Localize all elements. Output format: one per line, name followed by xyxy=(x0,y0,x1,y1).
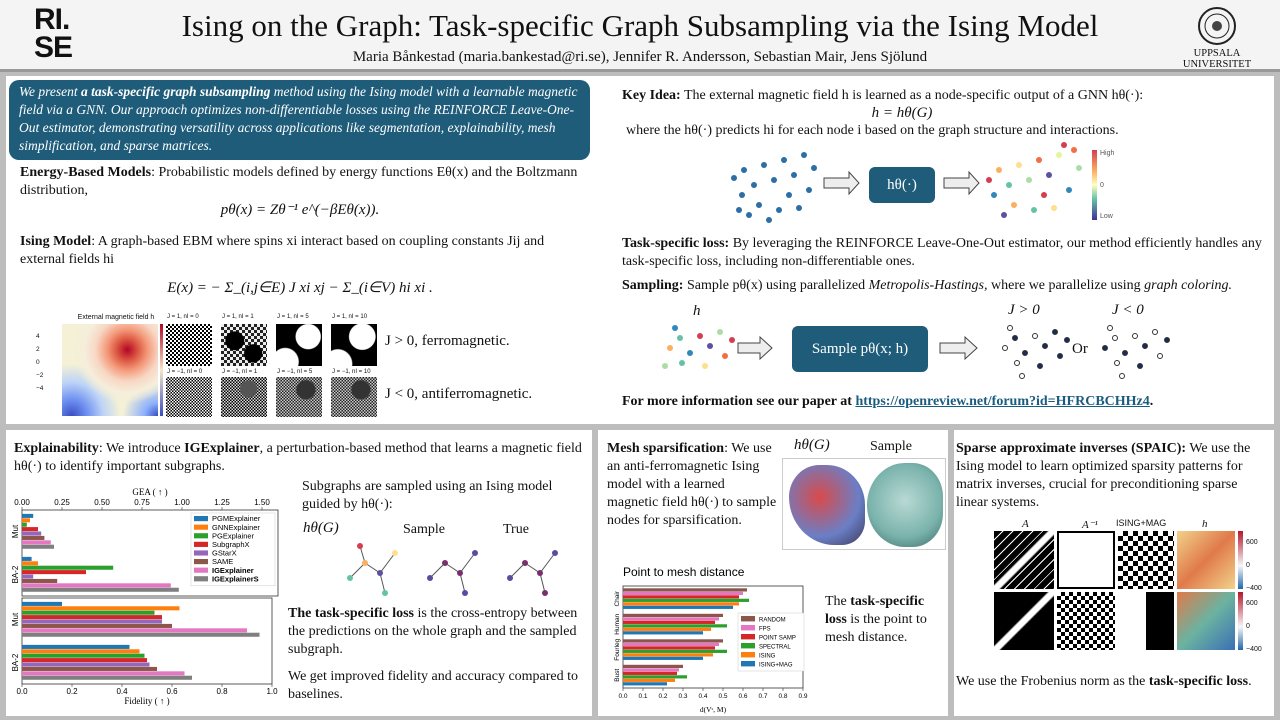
bar xyxy=(623,599,749,602)
mesh-label-h: hθ(G) xyxy=(794,437,830,453)
x-tick-label: 1.0 xyxy=(266,687,278,696)
more-info: For more information see our paper at https://openreview.net/forum?id=HFRCBCHHz4. xyxy=(622,394,1154,409)
spin-antiferro-1 xyxy=(221,377,267,417)
legend-swatch xyxy=(741,625,755,630)
x-tick-label: 0.2 xyxy=(66,687,78,696)
category-label: BA-2 xyxy=(11,653,20,672)
wolf-sample-render xyxy=(867,463,943,547)
x-tick-label: 0.50 xyxy=(94,498,110,507)
spin-antiferro-5 xyxy=(276,377,322,417)
gea-chart xyxy=(8,474,280,598)
ising-field-figure: External magnetic field h 4 2 0 −2 −4 J = 1, nI = 0 J = 1, nI = 1 J = 1, nI = 5 J = 1, nI = 10 J = −1, nI = 0 J = −1, nI = 1 J = −1, nI = 5 J = −1, nI = 10 xyxy=(34,314,384,420)
bar xyxy=(623,682,667,685)
spin-ferro-0 xyxy=(166,324,212,366)
field-colorbar xyxy=(160,324,163,416)
bar xyxy=(22,654,145,658)
matrix-a-1 xyxy=(994,531,1054,589)
explain-col-h: hθ(G) xyxy=(303,520,339,536)
jneg-graph xyxy=(1103,326,1170,379)
spaic-colorbar-1 xyxy=(1238,531,1243,589)
bar xyxy=(22,536,44,540)
arrow-4-icon xyxy=(940,337,977,359)
uppsala-seal-icon xyxy=(1197,6,1237,46)
bar xyxy=(22,649,140,653)
arrow-3-icon xyxy=(738,337,772,359)
x-tick-label: 0.8 xyxy=(216,687,228,696)
x-tick-label: 1.50 xyxy=(254,498,270,507)
x-tick-label: 0.8 xyxy=(778,693,788,700)
bar xyxy=(22,667,157,671)
bar xyxy=(22,583,171,587)
x-tick-label: 0.6 xyxy=(166,687,178,696)
bar xyxy=(22,523,27,527)
bar xyxy=(22,518,30,522)
mesh-loss-text: The task-specific loss is the point to mesh distance. xyxy=(825,594,927,645)
legend-label: PGExplainer xyxy=(212,531,255,541)
x-tick-label: 0.0 xyxy=(16,687,28,696)
key-idea-text: Key Idea: The external magnetic field h is learned as a node-specific output of a GNN hθ(·): xyxy=(622,88,1144,103)
legend-label: RANDOM xyxy=(759,617,786,624)
bar xyxy=(623,646,715,649)
x-tick-label: 0.6 xyxy=(738,693,748,700)
j-negative-label: J < 0 xyxy=(1112,302,1144,318)
category-label: Human xyxy=(614,613,621,635)
legend-swatch xyxy=(194,516,208,521)
poster-title: Ising on the Graph: Task-specific Graph Subsampling via the Ising Model xyxy=(181,8,1099,43)
x-tick-label: 1.00 xyxy=(174,498,190,507)
spin-ferro-10 xyxy=(331,324,377,366)
bar xyxy=(623,606,733,609)
matrix-ainv-2 xyxy=(1057,592,1115,650)
spectral-colorbar xyxy=(1092,150,1097,220)
explain-col-sample: Sample xyxy=(403,522,445,537)
explain-col-true: True xyxy=(503,522,529,537)
matrix-ainv-1 xyxy=(1057,531,1115,589)
antiferro-label: J < 0, antiferromagnetic. xyxy=(385,386,533,402)
wolf-mesh-images xyxy=(782,458,946,550)
bar xyxy=(22,620,162,624)
spin-antiferro-0 xyxy=(166,377,212,417)
legend-swatch xyxy=(194,550,208,555)
x-tick-label: 0.2 xyxy=(658,693,668,700)
legend-swatch xyxy=(194,525,208,530)
legend-label: GNNExplainer xyxy=(212,522,260,532)
x-tick-label: 1.25 xyxy=(214,498,230,507)
legend-label: POINT SAMP xyxy=(759,635,796,642)
spin-antiferro-10 xyxy=(331,377,377,417)
x-tick-label: 0.9 xyxy=(798,693,808,700)
x-tick-label: 0.5 xyxy=(718,693,728,700)
legend-swatch xyxy=(194,568,208,573)
legend-label: SubgraphX xyxy=(212,539,250,549)
bar xyxy=(22,628,247,632)
bar xyxy=(623,588,747,591)
spaic-text: Sparse approximate inverses (SPAIC): We use the Ising model to learn optimized sparsity patterns for matrix inverses, crucial for preconditioning sparse linear systems. xyxy=(956,441,1251,510)
bar xyxy=(22,624,172,628)
legend-label: SAME xyxy=(212,557,234,567)
intro-box: We present a task-specific graph subsampling method using the Ising model with a learnable magnetic field via a GNN. Our approach optimizes non-differentiable losses using the REINFORCE Leave-One-Out estimator, demonstrating versatility across applications like segmentation, explainability, mesh simplification, and sparse matrices. xyxy=(9,80,590,160)
x-tick-label: 0.1 xyxy=(638,693,648,700)
ferro-label: J > 0, ferromagnetic. xyxy=(385,333,510,349)
poster-header xyxy=(0,0,1280,72)
bar xyxy=(22,579,57,583)
field-plot-yticks: 4 2 0 −2 −4 xyxy=(36,333,44,392)
ising-energy-equation: E(x) = − Σ_(i,j∈E) J xi xj − Σ_(i∈V) hi xi . xyxy=(167,280,433,296)
mesh-distance-chart xyxy=(603,566,813,714)
bar xyxy=(22,645,130,649)
output-graph xyxy=(986,142,1082,218)
legend-label: SPECTRAL xyxy=(759,644,791,651)
bar xyxy=(623,639,723,642)
bar xyxy=(623,631,703,634)
cbar-high: High xyxy=(1100,150,1115,157)
spaic-cbar-ticks-2: 600 0 −400 xyxy=(1246,600,1262,653)
legend-label: IGExplainer xyxy=(212,565,254,575)
bar xyxy=(22,540,51,544)
x-tick-label: 0.25 xyxy=(54,498,70,507)
legend-swatch xyxy=(741,652,755,657)
bar xyxy=(623,621,715,624)
bar xyxy=(623,650,727,653)
bar xyxy=(22,532,41,536)
x-tick-label: 0.00 xyxy=(14,498,30,507)
cbar-low: Low xyxy=(1100,213,1113,220)
key-idea-text2: where the hθ(·) predicts hi for each node i based on the graph structure and interactions. xyxy=(626,123,1119,138)
explain-subgraph-figure xyxy=(340,538,580,600)
legend-swatch xyxy=(741,616,755,621)
bar xyxy=(22,575,33,579)
legend-swatch xyxy=(194,542,208,547)
paper-link[interactable]: https://openreview.net/forum?id=HFRCBCHHz4 xyxy=(855,394,1150,409)
bar xyxy=(22,570,86,574)
bar xyxy=(623,665,683,668)
bar xyxy=(22,545,54,549)
legend-swatch xyxy=(194,533,208,538)
legend-label: PGMExplainer xyxy=(212,514,261,524)
bar xyxy=(22,615,162,619)
bar xyxy=(623,617,719,620)
mesh-label-sample: Sample xyxy=(870,439,912,454)
jpos-graph xyxy=(1003,326,1070,379)
or-label: Or xyxy=(1072,341,1088,357)
chart-title: Point to mesh distance xyxy=(623,566,745,579)
matrix-h-1 xyxy=(1177,531,1235,589)
author-list: Maria Bånkestad (maria.bankestad@ri.se), Jennifer R. Andersson, Sebastian Mair, Jens Sjölund xyxy=(352,49,928,65)
bar xyxy=(623,675,687,678)
bar xyxy=(22,633,260,637)
fidelity-chart xyxy=(8,596,280,706)
bar xyxy=(22,606,180,610)
bar xyxy=(22,527,38,531)
bar xyxy=(22,671,185,675)
wolf-field-render xyxy=(789,465,865,545)
magnetic-field-heatmap xyxy=(62,324,158,416)
input-graph xyxy=(731,152,817,223)
bar xyxy=(22,676,192,680)
category-label: Chair xyxy=(614,590,621,607)
legend-swatch xyxy=(194,559,208,564)
bar xyxy=(623,672,677,675)
category-label: Fourleg xyxy=(614,638,621,661)
mesh-text: Mesh sparsification: We use an anti-ferromagnetic Ising model with a learned magnetic field hθ(·) to sample nodes for sparsification. xyxy=(607,441,777,528)
matrix-h-2 xyxy=(1177,592,1235,650)
rise-logo: RI. SE xyxy=(34,3,73,64)
bar xyxy=(22,663,150,667)
sample-box: Sample pθ(x; h) xyxy=(792,326,928,372)
bar xyxy=(623,624,727,627)
x-tick-label: 0.3 xyxy=(678,693,688,700)
category-label: Mut xyxy=(11,524,20,539)
bar xyxy=(623,595,739,598)
bar xyxy=(623,614,723,617)
field-plot-title: External magnetic field h xyxy=(77,314,155,321)
spaic-footer: We use the Frobenius norm as the task-specific loss. xyxy=(956,674,1252,689)
spaic-colorbar-2 xyxy=(1238,592,1243,650)
bar xyxy=(22,611,155,615)
x-axis-label: GEA ( ↑ ) xyxy=(132,487,168,497)
matrix-ising-1 xyxy=(1118,531,1174,589)
spaic-col-labels: A A⁻¹ ISING+MAG h xyxy=(1022,518,1208,531)
legend-swatch xyxy=(741,661,755,666)
gnn-box: hθ(·) xyxy=(869,167,935,203)
key-idea-equation: h = hθ(G) xyxy=(871,105,933,121)
bar xyxy=(623,602,739,605)
arrow-1-icon xyxy=(824,172,859,194)
bar xyxy=(623,628,711,631)
x-tick-label: 0.7 xyxy=(758,693,768,700)
explainability-text: Explainability: We introduce IGExplainer, a perturbation-based method that learns a magnetic field hθ(·) to identify important subgraphs. xyxy=(14,441,582,474)
cbar-zero: 0 xyxy=(1100,182,1104,189)
arrow-2-icon xyxy=(944,172,979,194)
bar xyxy=(623,653,713,656)
legend-swatch xyxy=(741,634,755,639)
bar xyxy=(22,588,179,592)
legend-swatch xyxy=(194,576,208,581)
bar xyxy=(623,592,743,595)
x-tick-label: 0.4 xyxy=(116,687,128,696)
uppsala-logo: UPPSALA UNIVERSITET xyxy=(1178,6,1256,70)
legend-label: IGExplainerS xyxy=(212,574,259,584)
legend-label: GStarX xyxy=(212,548,237,558)
bar xyxy=(623,657,703,660)
energy-based-models: Energy-Based Models: Probabilistic models defined by energy functions Eθ(x) and the Boltzmann distribution, xyxy=(20,165,578,198)
explain-loss-text: The task-specific loss is the cross-entropy between the predictions on the whole graph and the sampled subgraph. xyxy=(288,606,578,657)
x-axis-label: Fidelity ( ↑ ) xyxy=(124,696,170,706)
h-graph xyxy=(662,325,735,369)
bar xyxy=(22,602,62,606)
bar xyxy=(623,679,675,682)
matrix-a-2 xyxy=(994,592,1054,650)
spaic-cbar-ticks-1: 600 0 −400 xyxy=(1246,539,1262,592)
sampling-text: Sampling: Sample pθ(x) using parallelized Metropolis-Hastings, where we parallelize using graph coloring. xyxy=(622,278,1233,293)
x-axis-label: d(Vˢ, M) xyxy=(699,705,727,714)
legend-label: ISING xyxy=(759,653,776,660)
bar xyxy=(22,658,147,662)
legend-label: FPS xyxy=(759,626,771,633)
bar xyxy=(22,514,33,518)
x-tick-label: 0.0 xyxy=(618,693,628,700)
category-label: Mut xyxy=(11,612,20,627)
subgraph-text: Subgraphs are sampled using an Ising model guided by hθ(·): xyxy=(302,479,553,512)
spin-ferro-1 xyxy=(221,324,267,366)
bar xyxy=(22,557,32,561)
ising-model-text: Ising Model: A graph-based EBM where spins xi interact based on coupling constants Jij and external fields hi xyxy=(20,234,545,267)
legend-swatch xyxy=(741,643,755,648)
bar xyxy=(623,643,719,646)
x-tick-label: 0.75 xyxy=(134,498,150,507)
task-specific-loss-text: Task-specific loss: By leveraging the REINFORCE Leave-One-Out estimator, our method efficiently handles any task-specific loss, including non-differentiable ones. xyxy=(622,236,1262,269)
x-tick-label: 0.4 xyxy=(698,693,708,700)
bar xyxy=(22,566,113,570)
bar xyxy=(623,668,679,671)
j-positive-label: J > 0 xyxy=(1008,302,1040,318)
matrix-ising-2 xyxy=(1118,592,1174,650)
category-label: BA-2 xyxy=(11,565,20,584)
legend-label: ISING+MAG xyxy=(759,662,793,669)
spin-ferro-5 xyxy=(276,324,322,366)
sampling-h-label: h xyxy=(693,303,701,319)
boltzmann-equation: pθ(x) = Zθ⁻¹ e^(−βEθ(x)). xyxy=(220,202,380,218)
category-label: Bust xyxy=(614,668,621,682)
bar xyxy=(22,561,38,565)
explain-result-text: We get improved fidelity and accuracy compared to baselines. xyxy=(288,669,579,702)
